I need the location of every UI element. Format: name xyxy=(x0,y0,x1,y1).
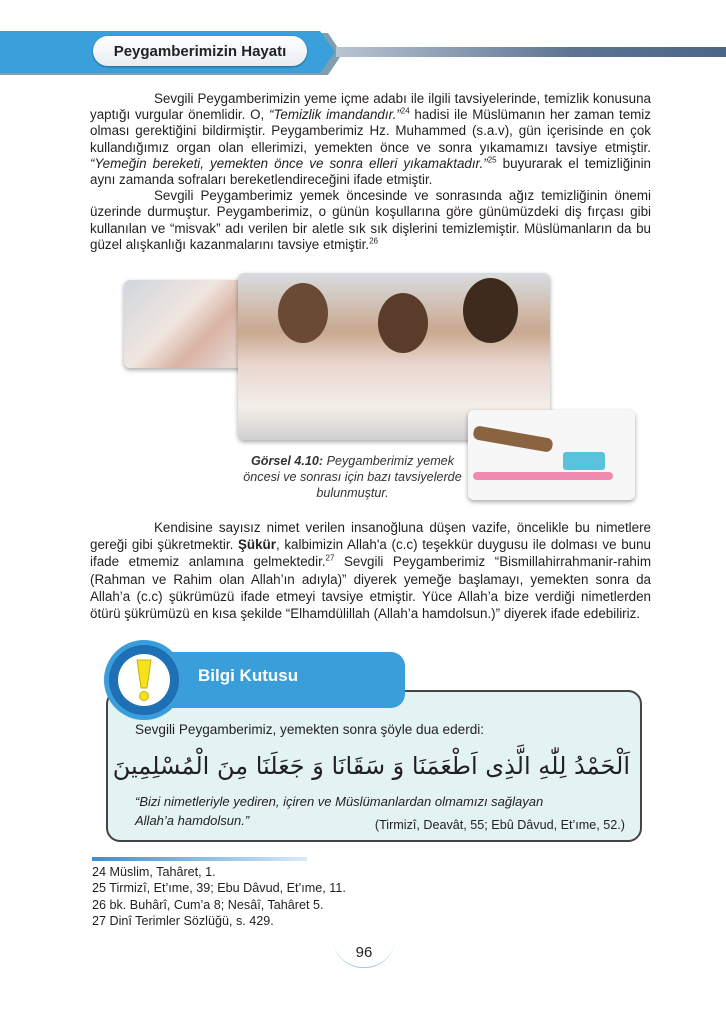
info-box-title: Bilgi Kutusu xyxy=(198,666,299,685)
footnote: 26 bk. Buhârî, Cum’a 8; Nesâî, Tahâret 5. xyxy=(92,897,324,912)
hadith-quote: “Yemeğin bereketi, yemekten önce ve sonra elleri yıkamaktadır.” xyxy=(90,155,488,171)
paragraph-2 xyxy=(90,188,651,253)
gratitude-text-flow xyxy=(90,519,651,622)
text: hadisi ile Müslümanın her zaman temiz olması gerektiğini bildirmiştir. Peygamberimiz Hz. Muhammed (s.a.v), gün içerisinde en çok kullandığımız organ olan ellerimizi, yemekten önce ve sonra yıkamamızı tavsiye etmiştir. xyxy=(90,107,651,155)
text: Sevgili Peygamberimiz yemek öncesinde ve sonrasında ağız temizliğinin önemi üzerinde durmuştur. Peygamberimiz, o günün koşullarına göre günümüzdeki diş fırçası gibi kullanılan ve “misvak” adı verilen bir aletle sık sık dişlerini temizlemiştir. Müslümanların da bu güzel alışkanlığı kazanmalarını tavsiye etmiştir. xyxy=(90,188,651,252)
footnote: 24 Müslim, Tahâret, 1. xyxy=(92,865,216,879)
footnote-ref: 25 xyxy=(487,155,497,165)
text: Sevgili Peygamberimizin yeme içme adabı ile ilgili tavsiyelerinde, temizlik konusuna yaptığı vurgular önemlidir. O, xyxy=(90,91,651,123)
figure-caption xyxy=(240,453,465,501)
translation-line-1: “Bizi nimetleriyle yediren, içiren ve Müslümanlardan olmamızı sağlayan xyxy=(135,794,544,809)
footnote-ref: 26 xyxy=(369,236,378,246)
hadith-quote: “Temizlik imandandır.” xyxy=(269,107,401,123)
text: , kalbimizin Allah'a (c.c) teşekkür duygusu ile dolması ve bunu ifade etmemiz anlamına gelmektedir. xyxy=(90,537,651,570)
text: buyurarak el temizliğinin aynı zamanda sofraları bereketlendireceğini ifade etmiştir. xyxy=(90,155,651,188)
translation-line-2: Allah’a hamdolsun.” xyxy=(135,813,250,828)
info-intro: Sevgili Peygamberimiz, yemekten sonra şöyle dua ederdi: xyxy=(135,722,485,737)
intro-text-flow xyxy=(90,91,651,253)
page-number: 96 xyxy=(333,938,395,968)
footnote: 25 Tirmizî, Et’ıme, 39; Ebu Dâvud, Et’ıme, 11. xyxy=(92,881,346,896)
header-line xyxy=(336,47,726,57)
paragraph-3 xyxy=(90,519,651,622)
footnotes xyxy=(92,864,346,930)
translation-source-row xyxy=(135,813,625,832)
paragraph-1 xyxy=(90,91,651,188)
figure-text: Peygamberimiz yemek öncesi ve sonrası için bazı tavsiyelerde bulunmuştur. xyxy=(243,454,462,500)
footnote-ref: 27 xyxy=(325,553,335,563)
text: Kendisine sayısız nimet verilen insanoğluna düşen vazife, öncelikle bu nimetlere gereği gibi şükretmektir. xyxy=(90,520,651,553)
miswak-toothbrush-photo xyxy=(468,410,635,500)
term-sukur: Şükür xyxy=(237,537,276,553)
warning-badge xyxy=(104,640,184,720)
footnote-ref: 24 xyxy=(400,106,410,116)
prayer-source: (Tirmizî, Deavât, 55; Ebû Dâvud, Et’ıme, 52.) xyxy=(374,818,625,832)
chapter-title: Peygamberimizin Hayatı xyxy=(93,36,307,66)
footnote-divider xyxy=(92,857,307,861)
exclamation-icon xyxy=(134,658,154,702)
text: Sevgili Peygamberimiz “Bismillahirrahmanir-rahim (Rahman ve Rahim olan Allah’ın adıyla)” diyerek yemeğe başlamayı, yemekten sonra da Allah’a (c.c) şükrümüzü ifade etmeyi tavsiye etmiştir. Yüce Allah’a bize verdiği nimetlerden ötürü şükrümüzü en kısa şekilde “Elhamdülillah (Allah’a hamdolsun.)” diyerek ifade edebiliriz. xyxy=(90,554,651,622)
figure-label: Görsel 4.10: xyxy=(251,454,324,468)
arabic-prayer: اَلْحَمْدُ لِلّٰهِ الَّذِى اَطْعَمَنَا وَ سَقَانَا وَ جَعَلَنَا مِنَ الْمُسْلِمِينَ xyxy=(112,752,630,780)
footnote: 27 Dinî Terimler Sözlüğü, s. 429. xyxy=(92,914,274,929)
